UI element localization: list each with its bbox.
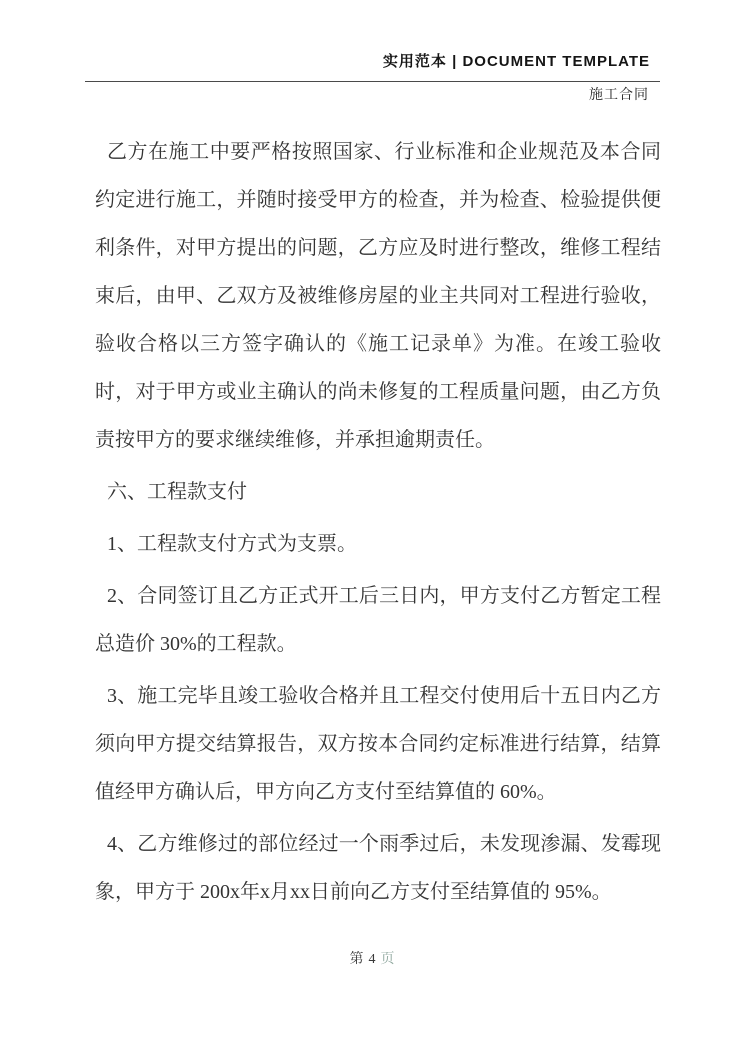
paragraph-heading-six: 六、工程款支付	[107, 481, 247, 503]
paragraph-item-1: 1、工程款支付方式为支票。	[107, 533, 357, 555]
page-number: 4	[368, 952, 376, 967]
page-footer	[0, 948, 744, 972]
document-body	[95, 128, 661, 920]
page-header	[85, 52, 660, 105]
paragraph-item-4: 4、乙方维修过的部位经过一个雨季过后，未发现渗漏、发霉现象，甲方于 200x年x月xx日前向乙方支付至结算值的 95%。	[95, 833, 661, 903]
header-divider	[85, 81, 660, 82]
paragraph-quality-acceptance: 乙方在施工中要严格按照国家、行业标准和企业规范及本合同约定进行施工，并随时接受甲方的检查，并为检查、检验提供便利条件，对甲方提出的问题，乙方应及时进行整改，维修工程结束后，由甲、乙双方及被维修房屋的业主共同对工程进行验收，验收合格以三方签字确认的《施工记录单》为准。在竣工验收时，对于甲方或业主确认的尚未修复的工程质量问题，由乙方负责按甲方的要求继续维修，并承担逾期责任。	[95, 141, 661, 451]
brand-header: 实用范本 | DOCUMENT TEMPLATE	[382, 53, 650, 70]
paragraph-item-2: 2、合同签订且乙方正式开工后三日内，甲方支付乙方暂定工程总造价 30%的工程款。	[95, 585, 661, 655]
document-type-label: 施工合同	[589, 88, 649, 103]
page-number-prefix: 第	[349, 952, 364, 967]
paragraph-item-3: 3、施工完毕且竣工验收合格并且工程交付使用后十五日内乙方须向甲方提交结算报告，双方按本合同约定标准进行结算，结算值经甲方确认后，甲方向乙方支付至结算值的 60%。	[95, 685, 661, 803]
page-number-suffix: 页	[380, 952, 395, 967]
